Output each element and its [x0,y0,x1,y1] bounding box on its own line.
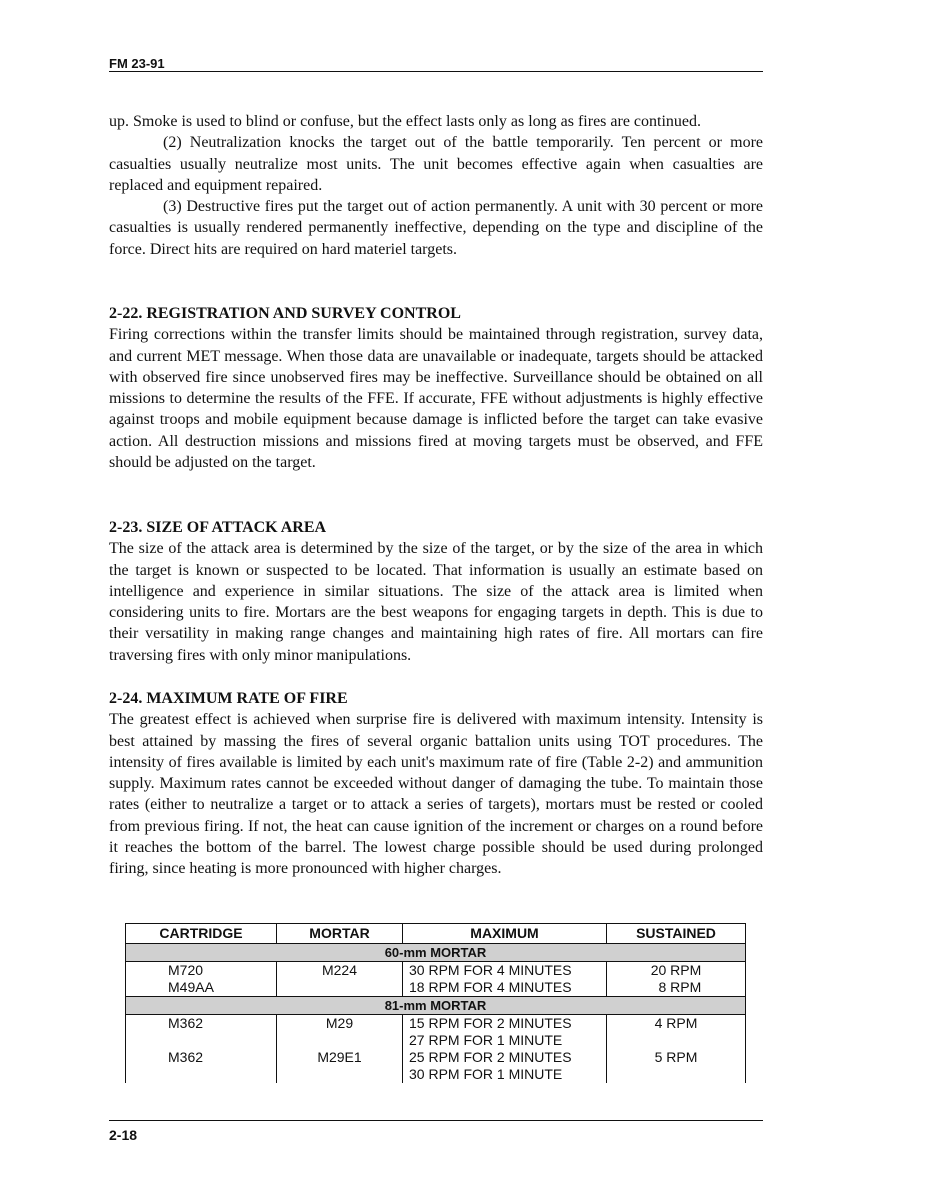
section-heading: 2-23. SIZE OF ATTACK AREA [109,519,327,536]
table-row: M720 M49AA M224 30 RPM FOR 4 MINUTES 18 RPM FOR 4 MINUTES 20 RPM 8 RPM [126,962,746,997]
group-row: 60-mm MORTAR [126,944,746,962]
paragraph: The size of the attack area is determined by the size of the target, or by the size of the area in which the target is known or suspected to be located. That information is usually an estimate based on intelligence and experience in similar situations. The size of the attack area is limited when considering units to fire. Mortars are the best weapons for engaging targets in depth. This is due to their versatility in making range changes and maintaining high rates of fire. All mortars can fire traversing fires with only minor manipulations. [109,540,763,664]
running-header: FM 23-91 [109,56,165,71]
group-row: 81-mm MORTAR [126,997,746,1015]
table-row: M362 M29 15 RPM FOR 2 MINUTES 27 RPM FOR 1 MINUTE 4 RPM [126,1015,746,1050]
header-rule [109,71,763,72]
section-heading: 2-24. MAXIMUM RATE OF FIRE [109,690,348,707]
paragraph: up. Smoke is used to blind or confuse, but the effect lasts only as long as fires are continued. [109,113,702,130]
footer-rule [109,1120,763,1121]
rate-of-fire-table [125,923,746,1083]
column-header: MORTAR [277,924,403,944]
column-header: CARTRIDGE [126,924,277,944]
paragraph: Firing corrections within the transfer limits should be maintained through registration, survey data, and current MET message. When those data are unavailable or inadequate, targets should be attacked with observed fire since unobserved fires may be ineffective. Surveillance should be obtained on all missions to determine the results of the FFE. If accurate, FFE without adjustments is highly effective against troops and mobile equipment because damage is inflicted before the target can take evasive action. All destruction missions and missions fired at moving targets must be observed, and FFE should be adjusted on the target. [109,326,763,472]
paragraph: The greatest effect is achieved when surprise fire is delivered with maximum intensity. Intensity is best attained by massing the fires of several organic battalion units using TOT procedures. The intensity of fires available is limited by each unit's maximum rate of fire (Table 2-2) and ammunition supply. Maximum rates cannot be exceeded without danger of damaging the tube. To maintain those rates (either to neutralize a target or to attack a series of targets), mortars must be rested or cooled from previous firing. If not, the heat can cause ignition of the increment or charges on a round before it reaches the bottom of the barrel. The lowest charge possible should be used during prolonged firing, since heating is more pronounced with higher charges. [109,711,763,878]
table-header-row [126,924,746,944]
section-2-23 [109,517,763,666]
paragraph: (2) Neutralization knocks the target out of the battle temporarily. Ten percent or more casualties usually neutralize most units. The unit becomes effective again when casualties are replaced and equipment repaired. [109,134,763,194]
section-2-24 [109,688,763,880]
table-row: M362 M29E1 25 RPM FOR 2 MINUTES 30 RPM FOR 1 MINUTE 5 RPM [126,1049,746,1083]
paragraph: (3) Destructive fires put the target out of action permanently. A unit with 30 percent or more casualties is usually rendered permanently ineffective, depending on the type and discipline of the force. Direct hits are required on hard materiel targets. [109,198,763,258]
column-header: SUSTAINED [607,924,746,944]
intro-block [109,111,763,260]
section-2-22 [109,303,763,473]
section-heading: 2-22. REGISTRATION AND SURVEY CONTROL [109,305,461,322]
page-number: 2-18 [109,1127,138,1143]
column-header: MAXIMUM [403,924,607,944]
